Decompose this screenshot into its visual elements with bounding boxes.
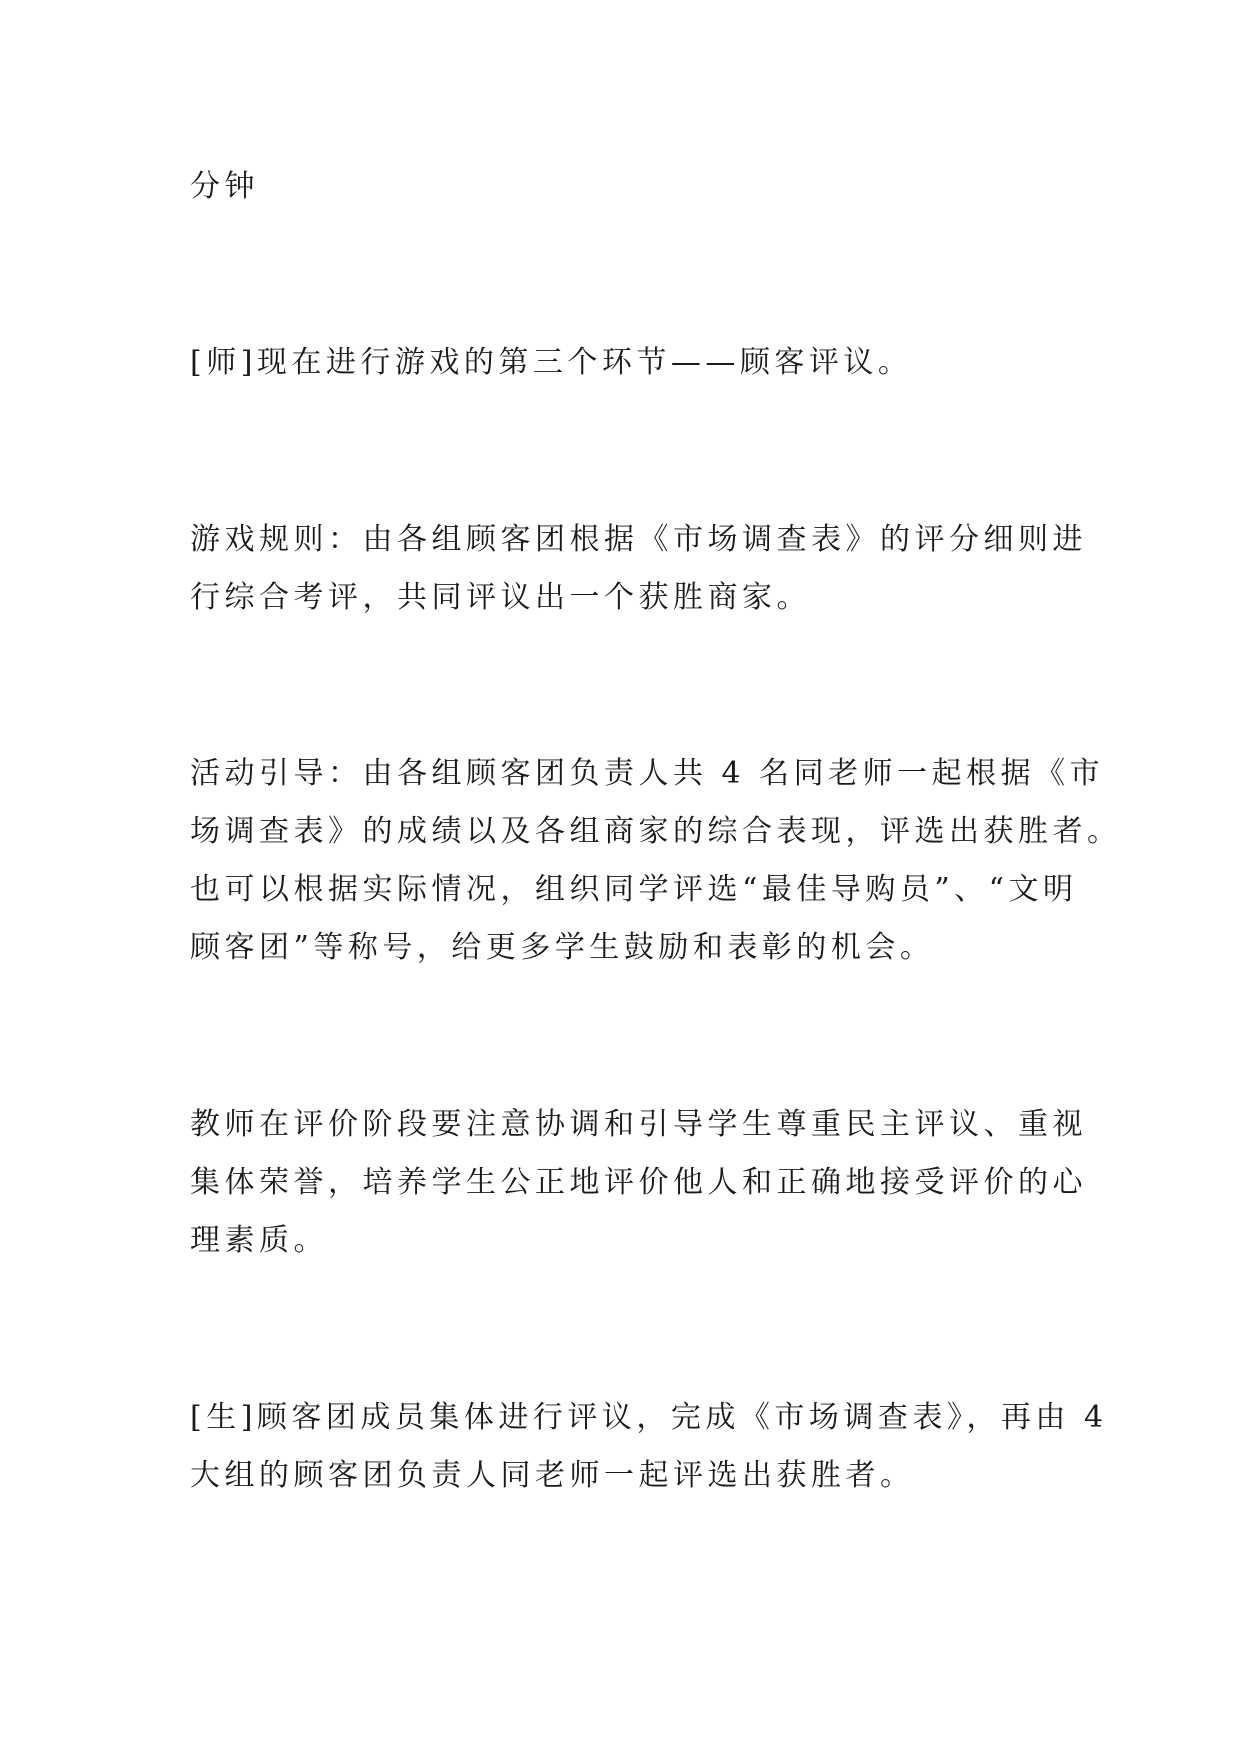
paragraph-teacher-note — [190, 1096, 1087, 1270]
text-line: [生]顾客团成员集体进行评议，完成《市场调查表》，再由 4 — [190, 1400, 1108, 1435]
paragraph-activity-guide — [190, 745, 1122, 977]
text-line: 大组的顾客团负责人同老师一起评选出获胜者。 — [190, 1458, 915, 1493]
paragraph-game-rules — [190, 511, 1087, 627]
paragraph-fragment — [190, 158, 1060, 216]
text-line: 集体荣誉，培养学生公正地评价他人和正确地接受评价的心 — [190, 1165, 1087, 1200]
text-line: 分钟 — [190, 169, 259, 204]
text-line: 顾客团”等称号，给更多学生鼓励和表彰的机会。 — [190, 930, 935, 965]
text-line: 场调查表》的成绩以及各组商家的综合表现，评选出获胜者。 — [190, 814, 1122, 849]
text-line: 游戏规则：由各组顾客团根据《市场调查表》的评分细则进 — [190, 522, 1087, 557]
text-line: 活动引导：由各组顾客团负责人共 4 名同老师一起根据《市 — [190, 756, 1105, 791]
paragraph-student-action — [190, 1389, 1108, 1505]
text-line: 教师在评价阶段要注意协调和引导学生尊重民主评议、重视 — [190, 1107, 1087, 1142]
paragraph-teacher-intro — [190, 334, 1060, 392]
text-line: [师]现在进行游戏的第三个环节——顾客评议。 — [190, 345, 913, 380]
text-line: 也可以根据实际情况，组织同学评选“最佳导购员”、“文明 — [190, 872, 1078, 907]
text-line: 理素质。 — [190, 1223, 328, 1258]
text-line: 行综合考评，共同评议出一个获胜商家。 — [190, 580, 811, 615]
